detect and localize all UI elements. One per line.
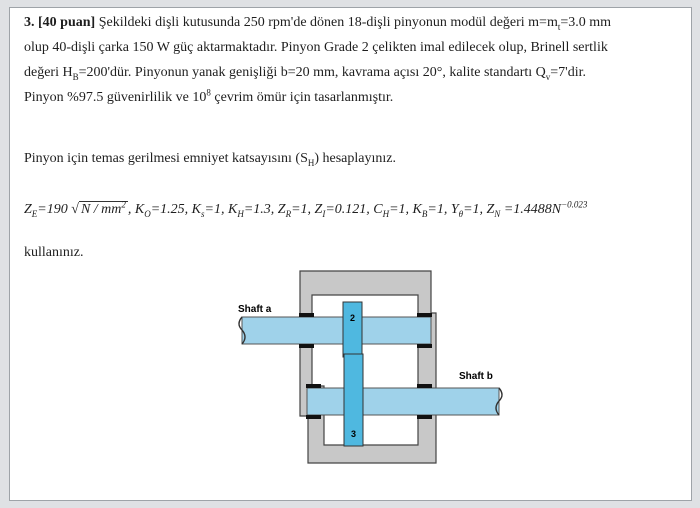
problem-line-2: olup 40-dişli çarka 150 W güç aktarmaktadır. Pinyon Grade 2 çelikten imal edilecek olup, Brinell sertlik bbox=[24, 40, 608, 55]
problem-text-3c: =7'dir. bbox=[550, 65, 586, 80]
sqrt-sup: 2 bbox=[121, 199, 126, 210]
ze-sub: E bbox=[31, 208, 38, 219]
zr-val: =1, Z bbox=[291, 202, 323, 217]
sub-t: t bbox=[557, 21, 561, 32]
sqrt-expression: √ N / $mm^2$ bbox=[71, 199, 126, 217]
problem-text-3a: değeri H bbox=[24, 65, 73, 80]
problem-text-1-end: =3.0 mm bbox=[560, 15, 612, 30]
shaft-b bbox=[307, 388, 499, 415]
problem-points: [40 puan] bbox=[38, 15, 96, 30]
k0-sub: O bbox=[144, 208, 151, 219]
gear-3-label: 3 bbox=[351, 429, 357, 439]
zi-val: =0.121, C bbox=[325, 202, 383, 217]
shaft-a-label: Shaft a bbox=[238, 304, 272, 315]
ks-sub: s bbox=[201, 208, 205, 219]
closing-text: kullanınız. bbox=[24, 245, 84, 260]
document-page bbox=[9, 7, 692, 501]
ch-val: =1, K bbox=[389, 202, 422, 217]
kb-val: =1, Y bbox=[427, 202, 459, 217]
sqrt-inner: N / mm bbox=[80, 202, 122, 217]
sub-b: B bbox=[72, 71, 79, 82]
kh-sub: H bbox=[237, 208, 244, 219]
zn-val: =1.4488N bbox=[500, 202, 562, 217]
sup-8: 8 bbox=[206, 87, 211, 98]
gear-2 bbox=[343, 302, 362, 357]
shaft-b-label: Shaft b bbox=[459, 371, 493, 382]
shaft-a bbox=[242, 317, 431, 344]
problem-text-4b: çevrim ömür için tasarlanmıştır. bbox=[210, 90, 394, 105]
problem-text-1: Şekildeki dişli kutusunda 250 rpm'de dönen 18-dişli pinyonun modül değeri m=m bbox=[98, 15, 558, 30]
sub-v: v bbox=[545, 71, 551, 82]
yth-sub: θ bbox=[458, 208, 464, 219]
ze: Z bbox=[24, 202, 32, 217]
kb-sub: B bbox=[421, 208, 428, 219]
sub-h: H bbox=[307, 157, 315, 168]
question-text: Pinyon için temas gerilmesi emniyet katsayısını (S bbox=[24, 151, 308, 166]
problem-text-4a: Pinyon %97.5 güvenirlilik ve 10 bbox=[24, 90, 207, 105]
gear-2-label: 2 bbox=[350, 313, 356, 323]
problem-number: 3. bbox=[24, 15, 35, 30]
k0-val: =1.25, K bbox=[150, 202, 202, 217]
zr-sub: R bbox=[285, 208, 292, 219]
ze-val: =190 bbox=[37, 202, 68, 217]
gearbox-diagram bbox=[10, 8, 693, 502]
k0: , K bbox=[127, 202, 145, 217]
question-end: ) hesaplayınız. bbox=[314, 151, 396, 166]
gearbox-housing bbox=[300, 271, 436, 463]
zn-sup: −0.023 bbox=[561, 199, 588, 210]
zn-sub: N bbox=[494, 208, 501, 219]
zi-sub: I bbox=[322, 208, 326, 219]
ks-val: =1, K bbox=[204, 202, 238, 217]
yth-val: =1, Z bbox=[463, 202, 495, 217]
ch-sub: H bbox=[382, 208, 390, 219]
problem-text-3b: =200'dür. Pinyonun yanak genişliği b=20 mm, kavrama açısı 20°, kalite standartı Q bbox=[78, 65, 546, 80]
kh-val: =1.3, Z bbox=[243, 202, 286, 217]
